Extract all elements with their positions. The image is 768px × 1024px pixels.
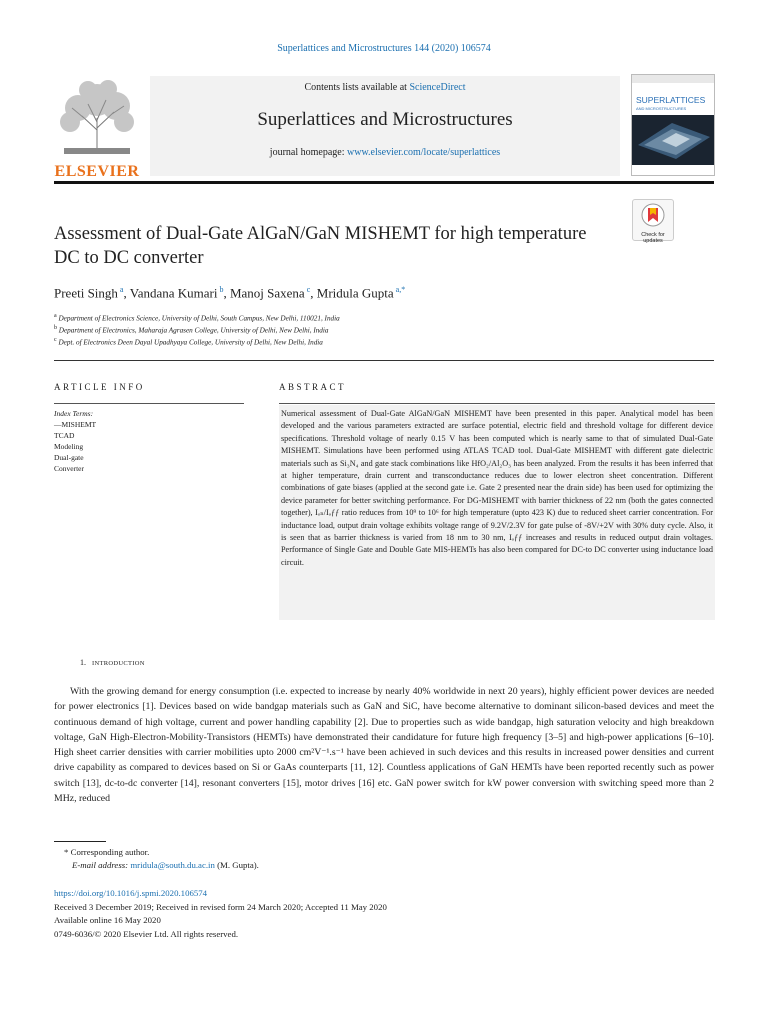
abstract-heading: ABSTRACT bbox=[279, 382, 347, 392]
cover-title-1: SUPERLATTICES bbox=[636, 95, 706, 105]
article-info-heading: ARTICLE INFO bbox=[54, 382, 145, 392]
author-affiliation-marker[interactable]: b bbox=[219, 285, 224, 294]
affiliation-divider bbox=[54, 360, 714, 361]
introduction-paragraph: With the growing demand for energy consumption (i.e. expected to increase by nearly 40% worldwide in next 20 years), highly efficient power devices are needed for power electronics [1]. Devices based on wide bandgap materials such as GaN and SiC, have become alternative to dominant silicon-based devices and meet the continuous demand of high voltage, current and power handling capability [2]. Due to properties such as wide bandgap, high saturation velocity and high breakdown voltage, GaN High-Electron-Mobility-Transistors (HEMTs) have demonstrated their candidature for future high frequency [3–5] and high-power applications [6–10]. High sheet carrier densities with carrier mobilities upto 2000 cm²V⁻¹.s⁻¹ have been achieved in such devices and this results in increased power densities and current drive capability as compared to devices based on Si or GaAs counterparts [11, 12]. Countless applications of GaN HEMTs have been reported recently such as power switch [13], dc-to-dc converter [14], resonant converters [15], motor drives [16] etc. GaN power switch for kW power conversion with switching speed more than 2 MHz, reduced bbox=[54, 686, 714, 805]
author-affiliation-marker[interactable]: a bbox=[119, 285, 124, 294]
header-divider bbox=[54, 181, 714, 184]
contents-prefix: Contents lists available at bbox=[304, 82, 410, 93]
cover-title-2: AND MICROSTRUCTURES bbox=[636, 106, 687, 111]
corresponding-author-note: * Corresponding author. bbox=[64, 847, 150, 857]
author-affiliation-marker[interactable]: a,* bbox=[395, 285, 406, 294]
section-number: 1. bbox=[80, 658, 86, 667]
email-link[interactable]: mridula@south.du.ac.in bbox=[130, 860, 215, 870]
received-dates: Received 3 December 2019; Received in revised form 24 March 2020; Accepted 11 May 2020 bbox=[54, 902, 387, 912]
check-label: Check for updates bbox=[641, 232, 665, 244]
abstract-divider bbox=[279, 403, 715, 404]
journal-title: Superlattices and Microstructures bbox=[257, 109, 513, 130]
author-affiliation-marker[interactable]: c bbox=[306, 285, 311, 294]
abstract-text: Numerical assessment of Dual-Gate AlGaN/GaN MISHEMT have been presented in this paper. Analytical model has been developed and the various parameters extracted are surface potential, electric field and threshold voltage for different device specifications. Threshold voltage of nearly 0.15 V has been computed which is nearly same to that of simulated Dual-Gate MISHEMT. Simulations have been performed using ATLAS TCAD tool. Dual-Gate MISHEMT with different gate dielectric materials such as Si₃N₄ and gate stack combinations like HfO₂/Al₂O₃ has been analyzed. From the results it has been inferred that at higher temperature, drain current and transconductance reduces due to lower electron sheet concentration. Different combinations of gate biases (applied at the second gate i.e. Gate 2 presented near the drain side) has been used for optimizing the device parameter for better switching performance. For DG-MISHEMT with barrier thickness of 22 nm (both the gates connected together), Iₒₙ/Iₒƒƒ ratio reduces from 10⁹ to 10⁶ for high temperature (upto 423 K) due to reduced sheet carrier concentration. For inductance load, output drain voltage exhibits voltage range of 9.2V/2.3V for gate pulse of -8V/+2V with 30% duty cycle. Also, it is seen that as barrier thickness is varied from 18 nm to 30 nm, Iₒƒƒ increases and results in reduced output drain voltages. Performance of Single Gate and Double Gate MIS-HEMTs has also been compared for DC-to DC converter using inductance load circuit. bbox=[279, 405, 715, 620]
keyword: TCAD bbox=[54, 431, 75, 440]
affiliation-item: $^b$ Department of Electronics, Maharaja Agrasen College, University of Delhi, New Delhi, India bbox=[54, 325, 329, 335]
elsevier-logo[interactable] bbox=[54, 78, 140, 180]
homepage-prefix: journal homepage: bbox=[269, 147, 347, 158]
email-label: E-mail address: bbox=[72, 860, 131, 870]
footnote-divider bbox=[54, 841, 106, 842]
author-list: Preeti Singh $^a$, Vandana Kumari $^b$, Manoj Saxena $^c$, Mridula Gupta $^{a,*}$ bbox=[54, 285, 406, 301]
cover-art-icon bbox=[632, 115, 715, 165]
check-for-updates-button[interactable] bbox=[632, 199, 674, 244]
elsevier-wordmark: ELSEVIER bbox=[54, 163, 140, 180]
homepage-link[interactable]: www.elsevier.com/locate/superlattices bbox=[347, 147, 501, 158]
author-name[interactable]: Preeti Singh bbox=[54, 285, 118, 301]
available-online: Available online 16 May 2020 bbox=[54, 915, 161, 925]
journal-banner bbox=[150, 76, 620, 176]
email-suffix: (M. Gupta). bbox=[214, 860, 259, 870]
article-info-divider bbox=[54, 403, 244, 404]
contents-line bbox=[150, 82, 620, 93]
keyword: Converter bbox=[54, 464, 84, 473]
keyword: Modeling bbox=[54, 442, 84, 451]
section-title: INTRODUCTION bbox=[92, 660, 145, 667]
keyword: —MISHEMT bbox=[54, 420, 97, 429]
doi-link[interactable]: https://doi.org/10.1016/j.spmi.2020.106574 bbox=[54, 888, 208, 898]
sciencedirect-link[interactable]: ScienceDirect bbox=[409, 82, 466, 93]
author-name[interactable]: Mridula Gupta bbox=[316, 285, 394, 301]
author-name[interactable]: Vandana Kumari bbox=[129, 285, 218, 301]
author-name[interactable]: Manoj Saxena bbox=[229, 285, 305, 301]
bookmark-check-icon bbox=[641, 203, 665, 227]
keywords-label: Index Terms: bbox=[54, 409, 94, 418]
affiliation-item: $^a$ Department of Electronics Science, University of Delhi, South Campus, New Delhi, 110021, India bbox=[54, 313, 340, 323]
journal-reference[interactable]: Superlattices and Microstructures 144 (2020) 106574 bbox=[277, 43, 491, 54]
copyright: 0749-6036/© 2020 Elsevier Ltd. All rights reserved. bbox=[54, 929, 239, 939]
section-heading-introduction bbox=[80, 658, 145, 667]
email-note bbox=[72, 860, 259, 870]
keywords-block bbox=[54, 408, 96, 474]
article-title: Assessment of Dual-Gate AlGaN/GaN MISHEMT for high temperature DC to DC converter bbox=[54, 224, 587, 268]
elsevier-tree-icon bbox=[54, 78, 140, 156]
keyword: Dual-gate bbox=[54, 453, 84, 462]
homepage-line bbox=[150, 147, 620, 158]
affiliation-item: $^c$ Dept. of Electronics Deen Dayal Upadhyaya College, University of Delhi, New Delhi, India bbox=[54, 337, 323, 347]
journal-cover-thumbnail[interactable] bbox=[631, 74, 715, 176]
